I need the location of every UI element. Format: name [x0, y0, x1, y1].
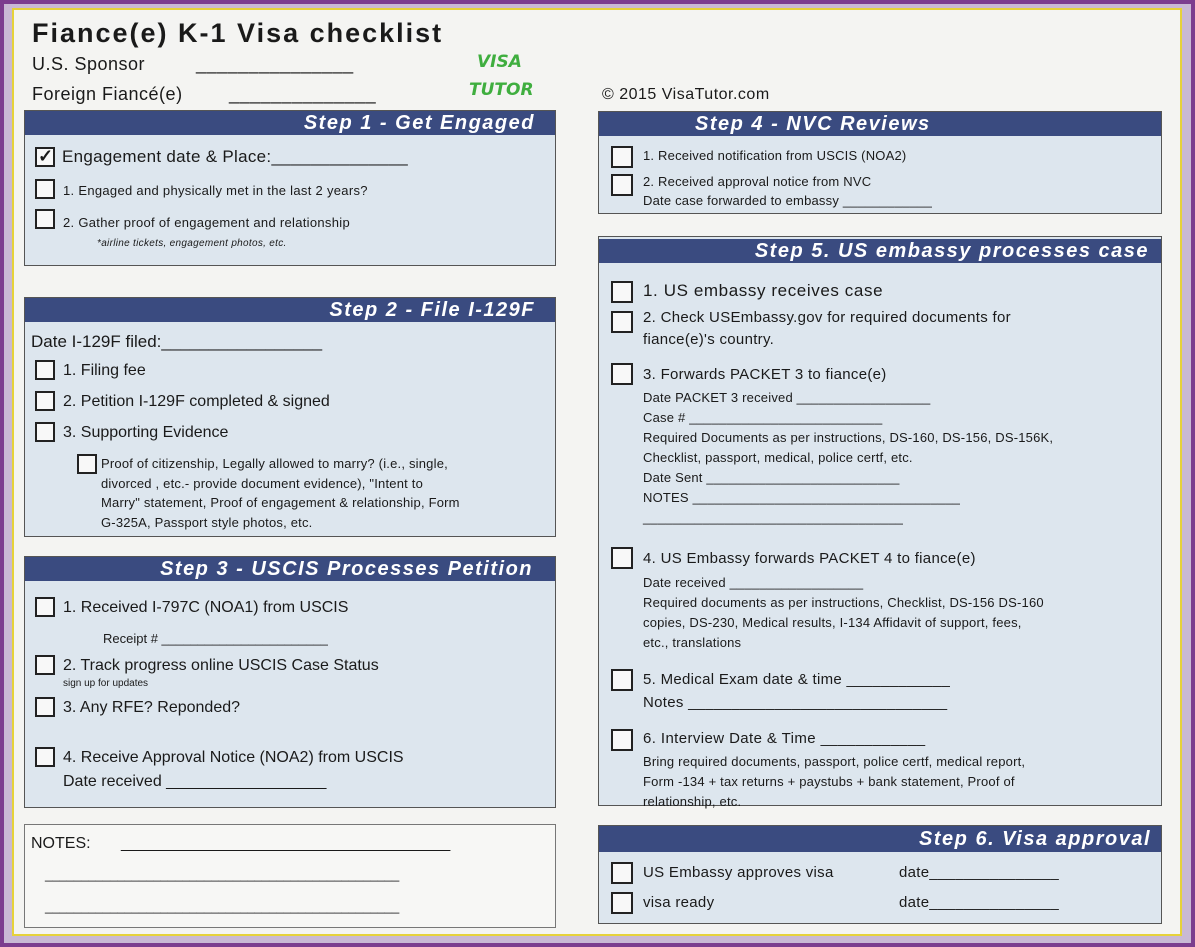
detail-line: Required Documents as per instructions, DS-160, DS-156, DS-156K, — [643, 430, 1054, 445]
step5-item1-checkbox[interactable] — [611, 281, 633, 303]
step1-engagement-checkbox[interactable] — [35, 147, 55, 167]
step4-item1: 1. Received notification from USCIS (NOA2) — [643, 148, 907, 163]
detail-line: Form -134 + tax returns + paystubs + bank statement, Proof of — [643, 774, 1015, 789]
step1-panel — [24, 110, 556, 266]
step3-item1-checkbox[interactable] — [35, 597, 55, 617]
evidence-line: divorced , etc.- provide document evidence), "Intent to — [101, 475, 424, 491]
step4-item2-sub: Date case forwarded to embassy ____________ — [643, 193, 933, 208]
step5-item4-details — [643, 573, 1044, 653]
step5-item4-checkbox[interactable] — [611, 547, 633, 569]
step3-panel — [24, 556, 556, 808]
sponsor-field[interactable]: _______________ — [196, 54, 354, 74]
check-mark-icon: ✓ — [38, 146, 54, 166]
step5-item6-details — [643, 752, 1025, 812]
step6-item1-checkbox[interactable] — [611, 862, 633, 884]
step3-date-received: Date received __________________ — [63, 773, 327, 790]
detail-line: Checklist, passport, medical, police certf, etc. — [643, 450, 913, 465]
detail-line: etc., translations — [643, 635, 742, 650]
logo-visa: VISA — [477, 52, 522, 72]
step1-item1: 1. Engaged and physically met in the last 2 years? — [63, 183, 368, 198]
detail-line: Date PACKET 3 received __________________ — [643, 390, 931, 405]
step5-item2-line1: 2. Check USEmbassy.gov for required documents for — [643, 309, 1011, 326]
step2-evidence — [101, 454, 460, 532]
step4-panel — [598, 111, 1162, 214]
step3-item4-checkbox[interactable] — [35, 747, 55, 767]
step6-item1-date: date_______________ — [899, 864, 1060, 881]
copyright: © 2015 VisaTutor.com — [602, 86, 770, 103]
detail-line: Required documents as per instructions, Checklist, DS-156 DS-160 — [643, 595, 1044, 610]
evidence-line: G-325A, Passport style photos, etc. — [101, 514, 313, 530]
notes-line[interactable]: _________________________________________________ — [45, 867, 400, 882]
step5-item3: 3. Forwards PACKET 3 to fiance(e) — [643, 366, 887, 383]
step4-item2-checkbox[interactable] — [611, 174, 633, 196]
step2-item3-checkbox[interactable] — [35, 422, 55, 442]
step5-item6: 6. Interview Date & Time ____________ — [643, 730, 926, 747]
sponsor-label: U.S. Sponsor — [32, 54, 146, 74]
step2-evidence-checkbox[interactable] — [77, 454, 97, 474]
step5-item5-checkbox[interactable] — [611, 669, 633, 691]
step4-title: Step 4 - NVC Reviews — [599, 112, 1161, 136]
detail-line: NOTES ____________________________________ — [643, 490, 961, 505]
step1-item2: 2. Gather proof of engagement and relationship — [63, 215, 350, 230]
step2-item1: 1. Filing fee — [63, 362, 146, 379]
step3-receipt: Receipt # _______________________ — [103, 631, 328, 646]
step5-panel — [598, 236, 1162, 809]
step2-item1-checkbox[interactable] — [35, 360, 55, 380]
detail-line: relationship, etc. — [643, 794, 742, 809]
notes-line[interactable]: _________________________________________________ — [45, 899, 400, 914]
step1-title: Step 1 - Get Engaged — [25, 111, 555, 135]
step1-item1-checkbox[interactable] — [35, 179, 55, 199]
step1-note: *airline tickets, engagement photos, etc. — [97, 238, 287, 249]
step6-panel — [598, 825, 1162, 924]
step5-item5-notes: Notes ______________________________ — [643, 694, 948, 711]
step3-item3-checkbox[interactable] — [35, 697, 55, 717]
step5-item2-checkbox[interactable] — [611, 311, 633, 333]
step2-item2-checkbox[interactable] — [35, 391, 55, 411]
fiance-field[interactable]: ______________ — [229, 84, 377, 104]
step3-item3: 3. Any RFE? Reponded? — [63, 699, 241, 716]
step3-item4: 4. Receive Approval Notice (NOA2) from USCIS — [63, 749, 404, 766]
checklist-page — [12, 8, 1182, 936]
detail-line: copies, DS-230, Medical results, I-134 Affidavit of support, fees, — [643, 615, 1022, 630]
step5-item6-checkbox[interactable] — [611, 729, 633, 751]
step3-item1: 1. Received I-797C (NOA1) from USCIS — [63, 599, 349, 616]
step2-item2: 2. Petition I-129F completed & signed — [63, 393, 330, 410]
notes-box — [24, 824, 556, 928]
step2-item3: 3. Supporting Evidence — [63, 424, 229, 441]
fiance-label: Foreign Fiancé(e) — [32, 84, 183, 104]
step5-item2-line2: fiance(e)'s country. — [643, 331, 775, 348]
step3-item2-note: sign up for updates — [63, 678, 149, 689]
step4-item2: 2. Received approval notice from NVC — [643, 174, 872, 189]
notes-label: NOTES: — [31, 835, 91, 852]
step5-item1: 1. US embassy receives case — [643, 281, 884, 300]
logo-tutor: TUTOR — [469, 80, 534, 100]
step4-item1-checkbox[interactable] — [611, 146, 633, 168]
detail-line: Case # __________________________ — [643, 410, 883, 425]
page-title: Fiance(e) K-1 Visa checklist — [32, 18, 444, 48]
detail-line: ___________________________________ — [643, 510, 904, 525]
step5-item5: 5. Medical Exam date & time ____________ — [643, 671, 951, 688]
step1-engagement: Engagement date & Place:______________ — [62, 147, 409, 166]
evidence-line: Marry" statement, Proof of engagement & relationship, Form — [101, 495, 460, 510]
step5-title: Step 5. US embassy processes case — [599, 239, 1161, 263]
step3-item2-checkbox[interactable] — [35, 655, 55, 675]
step1-item2-checkbox[interactable] — [35, 209, 55, 229]
step6-item2-checkbox[interactable] — [611, 892, 633, 914]
step6-item1: US Embassy approves visa — [643, 864, 834, 881]
step5-item3-checkbox[interactable] — [611, 363, 633, 385]
evidence-line: Proof of citizenship, Legally allowed to marry? (i.e., single, — [101, 456, 448, 471]
notes-line[interactable]: _____________________________________ — [121, 835, 451, 852]
step6-item2-date: date_______________ — [899, 894, 1060, 911]
step3-item2: 2. Track progress online USCIS Case Status — [63, 657, 379, 674]
step3-title: Step 3 - USCIS Processes Petition — [25, 557, 555, 581]
step2-title: Step 2 - File I-129F — [25, 298, 555, 322]
detail-line: Bring required documents, passport, police certf, medical report, — [643, 754, 1026, 769]
step6-item2: visa ready — [643, 894, 715, 911]
detail-line: Date Sent __________________________ — [643, 470, 900, 485]
detail-line: Date received __________________ — [643, 575, 864, 590]
step5-item4: 4. US Embassy forwards PACKET 4 to fiance(e) — [643, 550, 976, 567]
step2-panel — [24, 297, 556, 537]
step6-title: Step 6. Visa approval — [599, 826, 1161, 852]
step5-item3-details — [643, 388, 1053, 528]
step2-date-filed: Date I-129F filed:_________________ — [31, 332, 323, 351]
